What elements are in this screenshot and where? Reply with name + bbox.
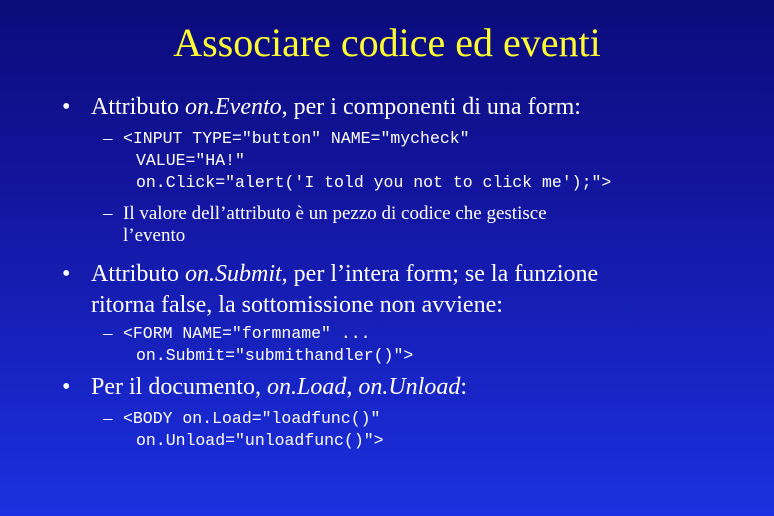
sub-bullet-dash: – [103, 203, 113, 224]
code-snippet: <FORM NAME="formname" ... on.Submit="submithandler()"> [123, 324, 414, 365]
code-snippet: <INPUT TYPE="button" NAME="mycheck" VALUE="HA!" on.Click="alert('I told you not to click me');"> [123, 129, 612, 192]
page-title: Associare codice ed eventi [173, 20, 601, 65]
sub-bullet-dash: – [103, 323, 113, 344]
bullet-dot: • [62, 374, 71, 400]
bullet-dot: • [62, 261, 71, 287]
sub-bullet-dash: – [103, 128, 113, 149]
bullet-dot: • [62, 94, 71, 120]
sub-bullet-dash: – [103, 408, 113, 429]
code-snippet: <BODY on.Load="loadfunc()" on.Unload="unloadfunc()"> [123, 409, 384, 450]
